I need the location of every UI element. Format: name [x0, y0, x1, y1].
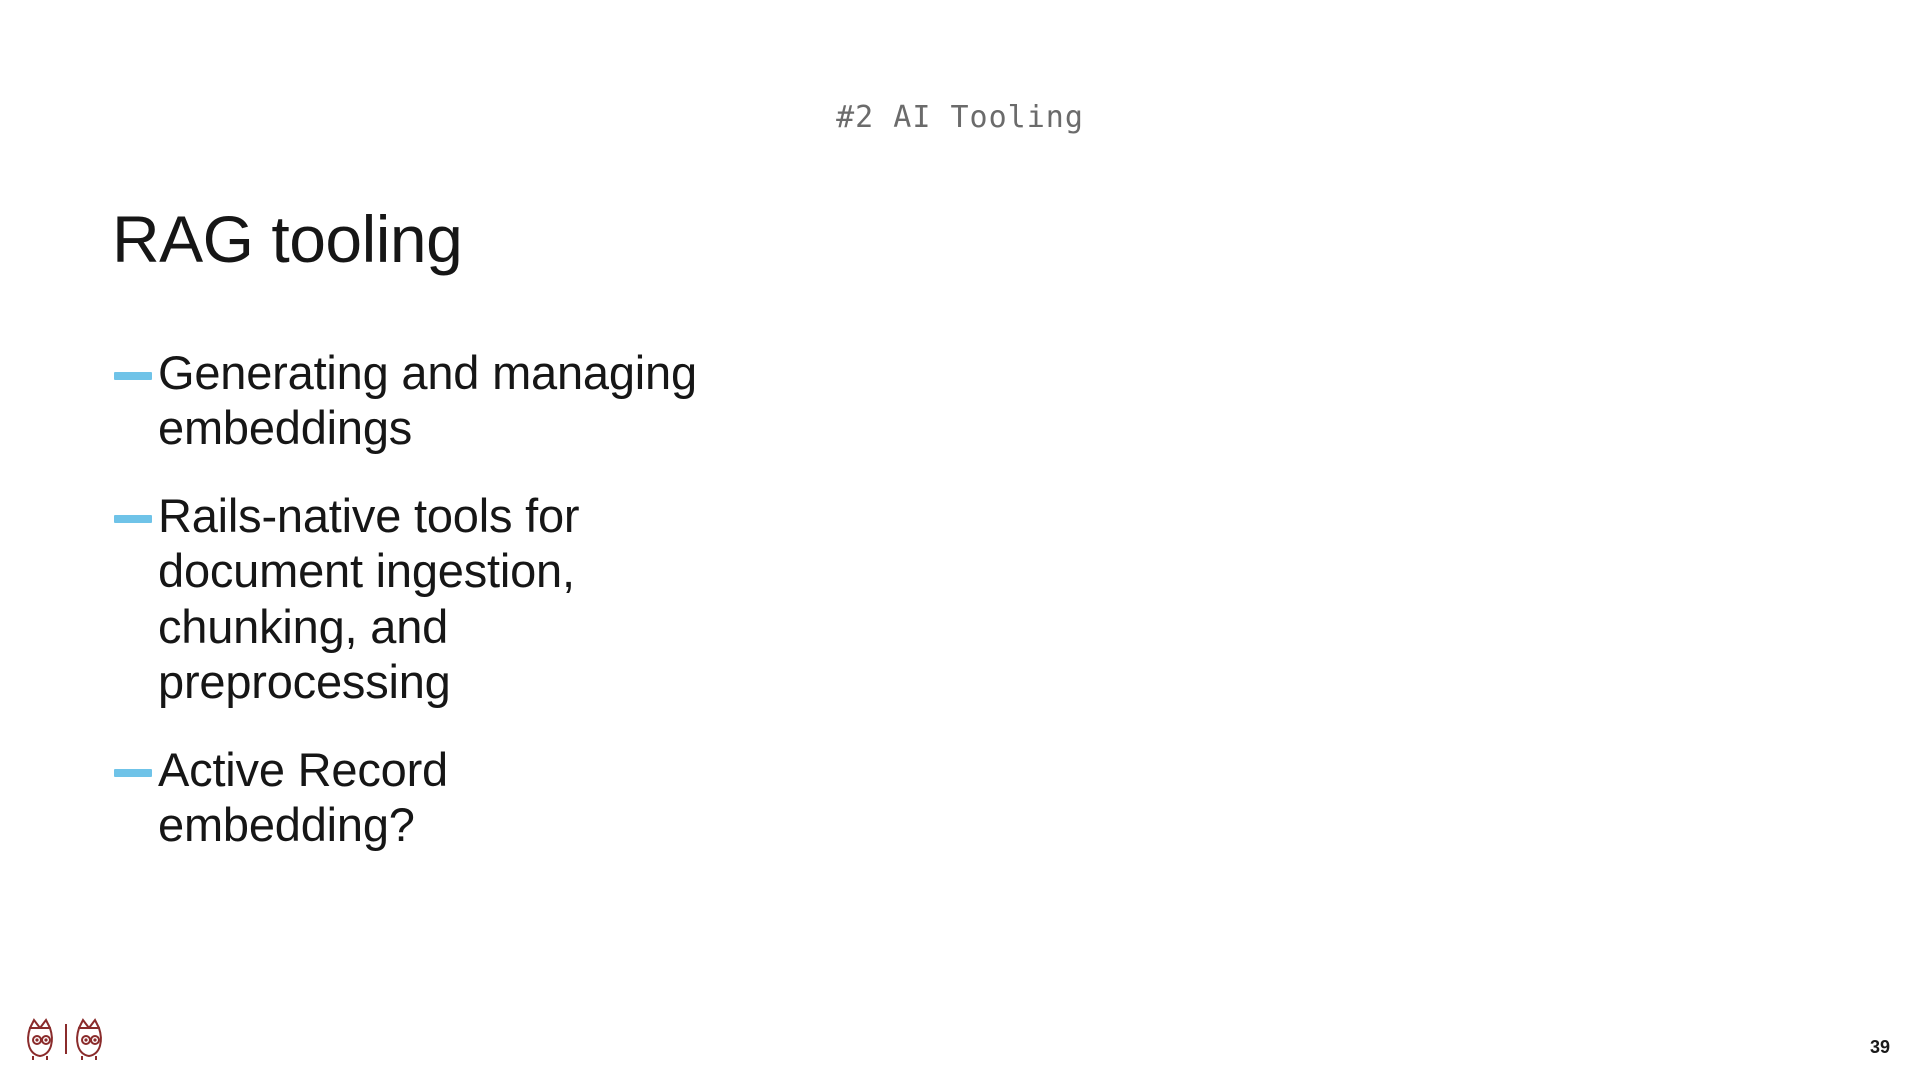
dash-bullet-icon: [114, 515, 152, 523]
page-number: 39: [1869, 1037, 1890, 1057]
list-item: [114, 488, 874, 710]
list-item-label: Active Record embedding?: [158, 742, 448, 852]
list-item: [114, 742, 874, 853]
bullet-list: [114, 345, 874, 885]
list-item: [114, 345, 874, 456]
two-owls-logo-icon: [24, 1014, 134, 1060]
slide-kicker: #2 AI Tooling: [836, 100, 1084, 135]
list-item-label: Rails-native tools for document ingestion, chunking, and preprocessing: [158, 488, 580, 709]
list-item-label: Generating and managing embeddings: [158, 346, 697, 455]
dash-bullet-icon: [114, 372, 152, 380]
dash-bullet-icon: [114, 769, 152, 777]
page-title: RAG tooling: [112, 202, 463, 276]
